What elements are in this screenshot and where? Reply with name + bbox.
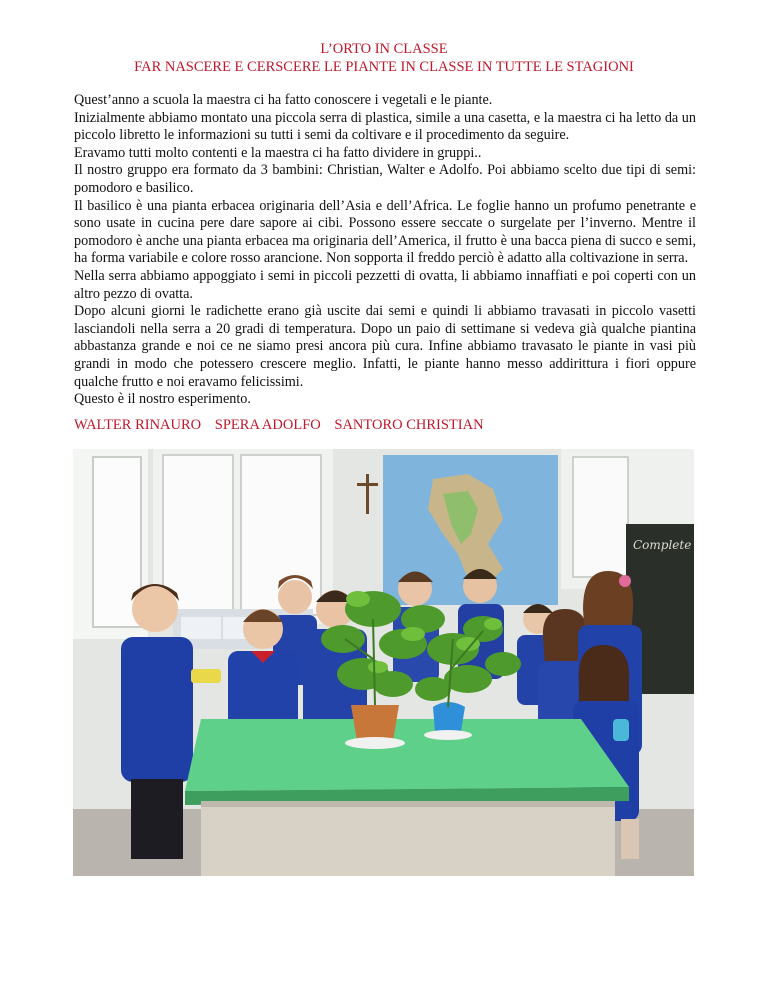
- article-body: [74, 92, 696, 409]
- blackboard-text: Complete: [633, 538, 692, 552]
- paragraph: Inizialmente abbiamo montato una piccola serra di plastica, simile a una casetta, e la maestra ci ha letto da un piccolo libretto le informazioni su tutti i semi da coltivare e il procedimento da seguire.: [74, 109, 696, 144]
- paragraph: Questo è il nostro esperimento.: [74, 391, 251, 408]
- authors-line: [74, 417, 494, 434]
- title-line-1: L’ORTO IN CLASSE: [320, 41, 448, 57]
- green-table: [185, 719, 629, 791]
- classroom-photo: [73, 449, 694, 876]
- author-name: SPERA ADOLFO: [214, 417, 321, 433]
- paragraph: Dopo alcuni giorni le radichette erano già uscite dai semi e quindi li abbiamo travasati in piccolo vasetti lasciandoli nella serra a 20 gradi di temperatura. Dopo un paio di settimane si vedeva già qualche piantina abbastanza grande e noi ce ne siamo presi ancora più cura. Infine abbiamo travasato le piante in vasi più grandi in modo che potessero crescere meglio. Infatti, le piante hanno messo addirittura i fiori oppure qualche frutto e noi eravamo felicissimi.: [74, 303, 696, 390]
- crucifix: [366, 474, 369, 514]
- paragraph: Eravamo tutti molto contenti e la maestra ci ha fatto dividere in gruppi..: [74, 144, 482, 161]
- table-front: [201, 801, 615, 876]
- paragraph: Quest’anno a scuola la maestra ci ha fatto conoscere i vegetali e le piante.: [74, 92, 493, 108]
- title-line-2: FAR NASCERE E CERSCERE LE PIANTE IN CLASSE IN TUTTE LE STAGIONI: [134, 59, 634, 75]
- paragraph: Il nostro gruppo era formato da 3 bambini: Christian, Walter e Adolfo. Poi abbiamo scelto due tipi di semi: pomodoro e basilico.: [74, 162, 696, 196]
- document-title: [0, 40, 768, 76]
- paragraph: Nella serra abbiamo appoggiato i semi in piccoli pezzetti di ovatta, li abbiamo innaffiati e poi coperti con un altro pezzo di ovatta.: [74, 267, 696, 302]
- paragraph: Il basilico è una pianta erbacea originaria dell’Asia e dell’Africa. Le foglie hanno un profumo penetrante e sono usate in cucina pere dare sapore ai cibi. Possono essere seccate o surgelate per l’inverno. Mentre il pomodoro è anche una pianta erbacea ma originaria dell’America, il frutto è una bacca piena di succo e semi, ha forma variabile e colore rosso arancione. Non sopporta il freddo perciò è adatto alla coltivazione in serra.: [74, 197, 696, 267]
- author-name: WALTER RINAURO: [74, 417, 202, 433]
- author-name: SANTORO CHRISTIAN: [334, 417, 484, 433]
- plant-pot: [351, 705, 399, 741]
